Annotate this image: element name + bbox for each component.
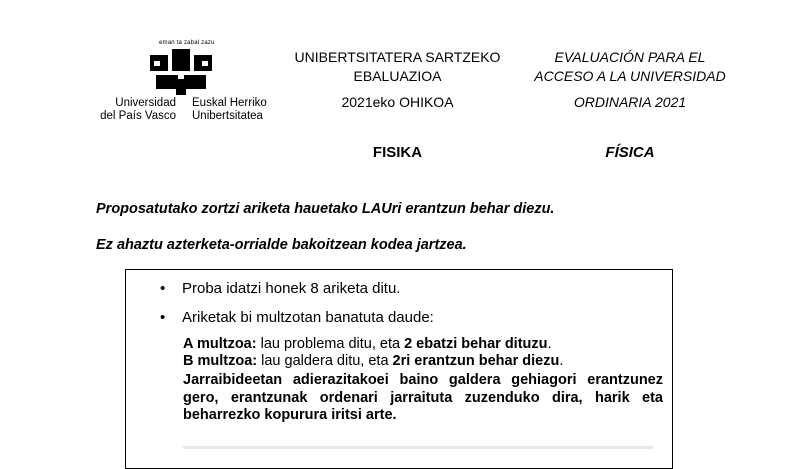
logo-name-eu-line1: Euskal Herriko [192,97,267,109]
header-es-title [520,48,740,86]
instruction-answer-four: Proposatutako zortzi ariketa hauetako LAUri erantzun behar diezu. [96,201,555,217]
header-es-date: ORDINARIA 2021 [573,94,687,110]
group-a-label: A multzoa: [183,336,257,352]
header-eu-title-line1: UNIBERTSITATERA SARTZEKO [294,49,501,65]
logo-name-es-line1: Universidad [115,97,176,109]
cut-off-text-line [183,446,653,449]
group-a-emphasis: 2 ebatzi behar dituzu [404,336,548,352]
bullet-text: Ariketak bi multzotan banatuta daude: [182,309,434,326]
header-eu-title-line2: EBALUAZIOA [353,68,442,84]
bullet-icon: • [160,280,166,297]
header-eu-title [290,48,505,86]
header-es-title-line1: EVALUACIÓN PARA EL [554,49,706,65]
header-es-title-line2: ACCESO A LA UNIVERSIDAD [534,68,726,84]
grading-note: Jarraibideetan adierazitakoei baino galdera gehiagori erantzunez gero, erantzunak ordenari jarraituta zuzenduko dira, harik eta beharrezko kopurura iritsi arte. [183,372,663,423]
university-logo-icon [150,49,212,95]
logo-tagline: eman ta zabal zazu [159,40,215,46]
group-a-end: . [547,336,552,352]
logo-name-es-line2: del País Vasco [100,110,176,122]
group-a-text: lau problema ditu, eta [256,336,405,352]
group-b-text: lau galdera ditu, eta [257,353,393,369]
bullet-icon: • [160,309,166,326]
bullet-text: Proba idatzi honek 8 ariketa ditu. [182,280,401,297]
logo-name-eu [192,97,292,123]
header-eu-subject: FISIKA [372,144,423,161]
logo-name-eu-line2: Unibertsitatea [192,110,263,122]
logo-name-es [84,97,176,123]
header-es-subject: FÍSICA [605,144,655,161]
group-b-emphasis: 2ri erantzun behar diezu [392,353,560,369]
instruction-write-code: Ez ahaztu azterketa-orrialde bakoitzean kodea jartzea. [96,237,467,253]
header-eu-date: 2021eko OHIKOA [341,94,454,110]
group-b-label: B multzoa: [183,353,258,369]
group-b-description [183,353,663,370]
group-b-end: . [559,353,564,369]
group-a-description [183,336,663,353]
